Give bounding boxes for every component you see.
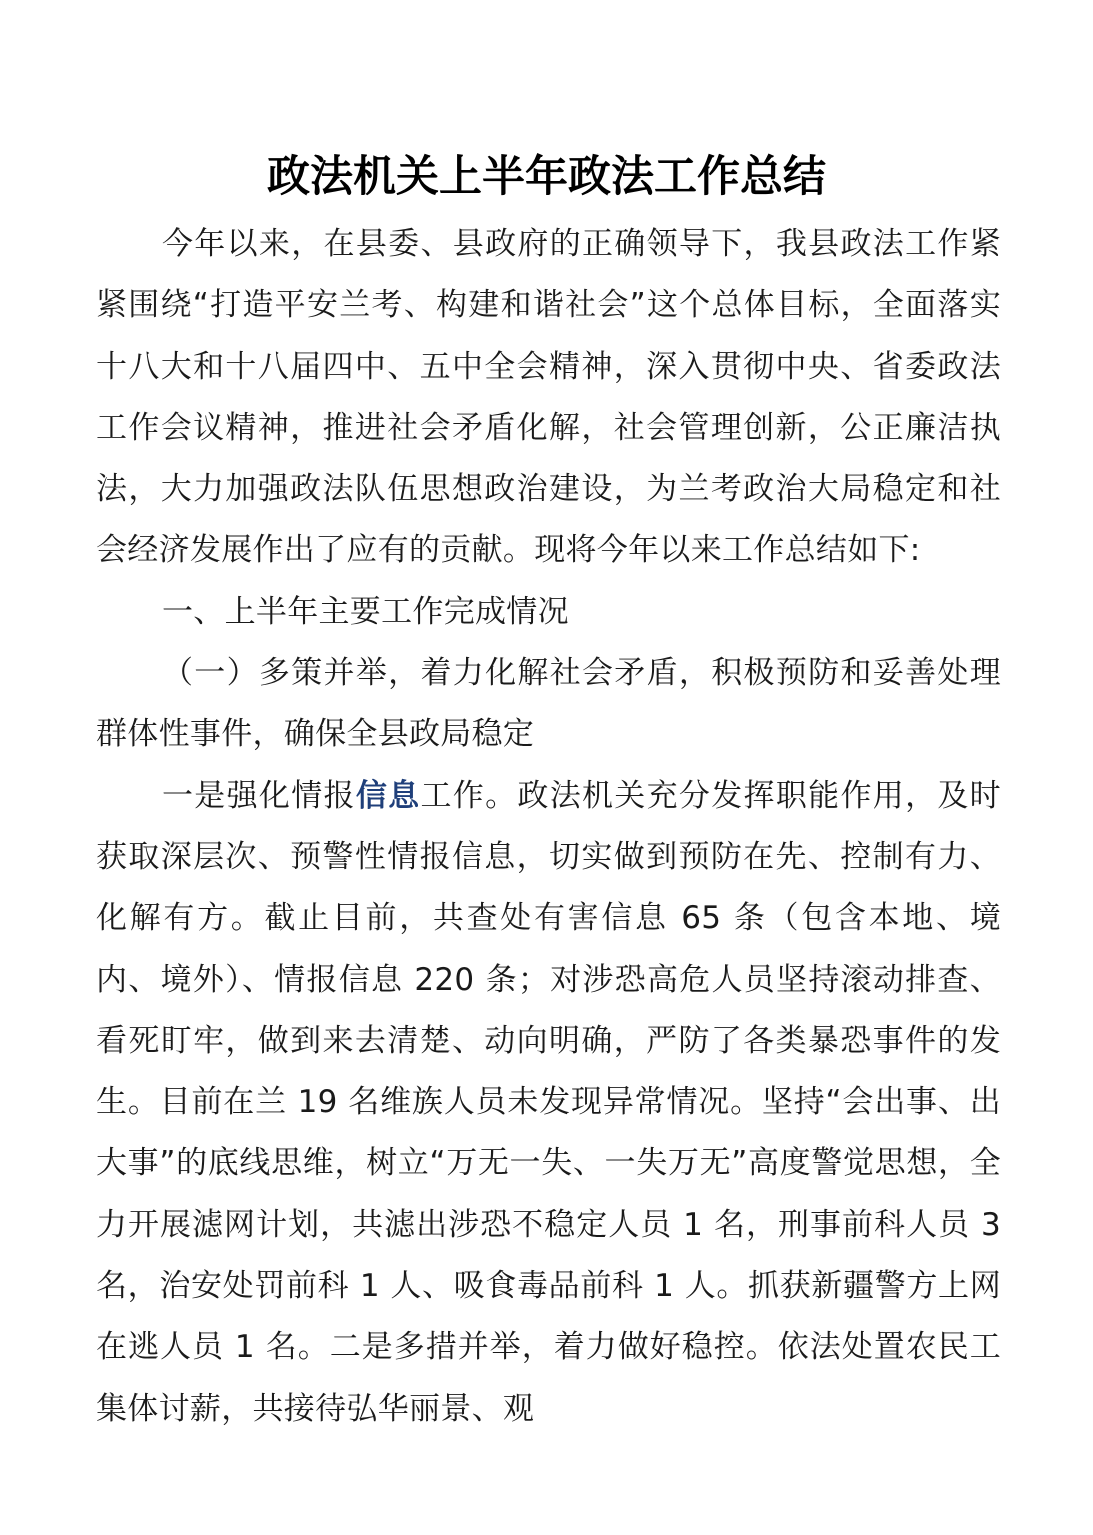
document-title: 政法机关上半年政法工作总结 — [267, 152, 826, 202]
section-heading: 一、上半年主要工作完成情况 — [162, 593, 569, 630]
paragraph-text-start: 一是强化情报 — [162, 777, 356, 814]
intro-paragraph: 今年以来，在县委、县政府的正确领导下，我县政法工作紧紧围绕“打造平安兰考、构建和谐社会”这个总体目标，全面落实十八大和十八届四中、五中全会精神，深入贯彻中央、省委政法工作会议精神，推进社会矛盾化解，社会管理创新，公正廉洁执法，大力加强政法队伍思想政治建设，为兰考政治大局稳定和社会经济发展作出了应有的贡献。现将今年以来工作总结如下: — [96, 226, 1001, 569]
document-body — [96, 214, 1001, 1440]
body-paragraph — [96, 766, 1001, 1440]
subsection-heading: （一）多策并举，着力化解社会矛盾，积极预防和妥善处理群体性事件，确保全县政局稳定 — [96, 655, 1001, 753]
paragraph-text-rest: 工作。政法机关充分发挥职能作用，及时获取深层次、预警性情报信息，切实做到预防在先、控制有力、化解有方。截止目前，共查处有害信息 65 条（包含本地、境内、境外）、情报信息 220 条；对涉恐高危人员坚持滚动排查、看死盯牢，做到来去清楚、动向明确，严防了各类暴恐事件的发生。目前在兰 19 名维族人员未发现异常情况。坚持“会出事、出大事”的底线思维，树立“万无一失、一失万无”高度警觉思想，全力开展滤网计划，共滤出涉恐不稳定人员 1 名，刑事前科人员 3 名，治安处罚前科 1 人、吸食毒品前科 1 人。抓获新疆警方上网在逃人员 1 名。二是多措并举，着力做好稳控。依法处置农民工集体讨薪，共接待弘华丽景、观 — [96, 777, 1001, 1427]
highlighted-keyword: 信息 — [355, 777, 421, 814]
